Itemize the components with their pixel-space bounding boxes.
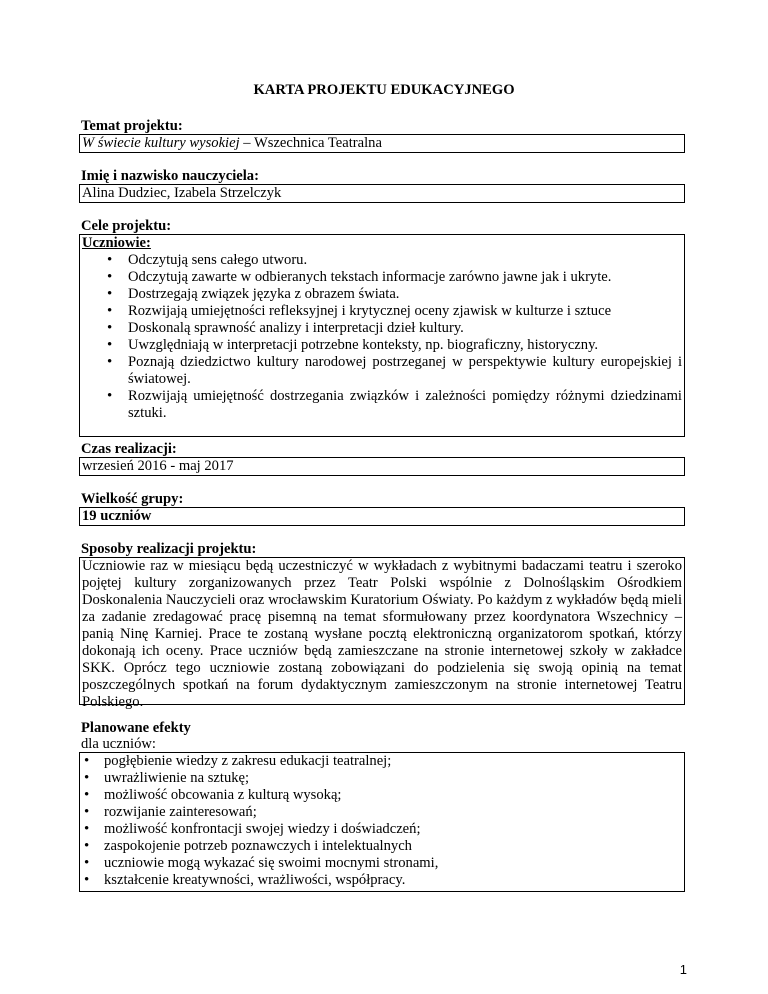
list-item: • Doskonalą sprawność analizy i interpretacji dzieł kultury. [82, 320, 682, 337]
methods-text: Uczniowie raz w miesiącu będą uczestniczyć w wykładach z wybitnymi badaczami teatru i szeroko pojętej kultury zorganizowanych przez Teatr Polski wspólnie z Dolnośląskim Ośrodkiem Doskonalenia Nauczycieli oraz wrocławskim Kuratorium Oświaty. Po każdym z wykładów będą mieli za zadanie zredagować pracę pisemną na temat sformułowany przez koordynatora Wszechnicy – panią Ninę Karniej. Prace te zostaną wysłane pocztą elektroniczną organizatorom spotkań, którzy dokonają ich oceny. Prace uczniów będą zamieszczane na stronie internetowej szkoły w zakładce SKK. Oprócz tego uczniowie zostaną zobowiązani do podzielenia się swoją opinią na temat poszczególnych spotkań na forum dydaktycznym zamieszczonym na stronie internetowej Teatru Polskiego. [82, 558, 682, 710]
list-item: • Dostrzegają związek języka z obrazem świata. [82, 286, 682, 303]
topic-box [79, 134, 685, 153]
list-item: • rozwijanie zainteresowań; [80, 804, 682, 821]
effects-sublabel: dla uczniów: [81, 736, 156, 752]
list-item: • uwrażliwienie na sztukę; [80, 770, 682, 787]
methods-label: Sposoby realizacji projektu: [81, 541, 257, 557]
time-label: Czas realizacji: [81, 441, 177, 457]
goals-list [82, 252, 682, 422]
list-item: • możliwość konfrontacji swojej wiedzy i doświadczeń; [80, 821, 682, 838]
time-box [79, 457, 685, 476]
group-box [79, 507, 685, 526]
teacher-value: Alina Dudziec, Izabela Strzelczyk [82, 185, 282, 201]
list-item: • Rozwijają umiejętności refleksyjnej i krytycznej oceny zjawisk w kulturze i sztuce [82, 303, 682, 320]
list-item: • kształcenie kreatywności, wrażliwości, współpracy. [80, 872, 682, 889]
teacher-label: Imię i nazwisko nauczyciela: [81, 168, 259, 184]
topic-italic: W świecie kultury wysokiej [82, 135, 240, 151]
methods-box [79, 557, 685, 710]
effects-label: Planowane efekty [81, 720, 191, 736]
effects-box [79, 752, 685, 892]
group-label: Wielkość grupy: [81, 491, 184, 507]
list-item: • pogłębienie wiedzy z zakresu edukacji teatralnej; [80, 753, 682, 770]
goals-box [79, 234, 685, 437]
effects-list [80, 753, 682, 889]
list-item: • Odczytują zawarte w odbieranych tekstach informacje zarówno jawne jak i ukryte. [82, 269, 682, 286]
list-item: • Poznają dziedzictwo kultury narodowej postrzeganej w perspektywie kultury europejskiej i światowej. [82, 354, 682, 388]
list-item: • uczniowie mogą wykazać się swoimi mocnymi stronami, [80, 855, 682, 872]
topic-label: Temat projektu: [81, 118, 183, 134]
document-title: KARTA PROJEKTU EDUKACYJNEGO [253, 82, 515, 98]
page-number: 1 [679, 962, 687, 977]
time-value: wrzesień 2016 - maj 2017 [82, 458, 234, 474]
group-value: 19 uczniów [82, 508, 152, 524]
list-item: • możliwość obcowania z kulturą wysoką; [80, 787, 682, 804]
list-item: • zaspokojenie potrzeb poznawczych i intelektualnych [80, 838, 682, 855]
topic-rest: – Wszechnica Teatralna [239, 135, 382, 151]
list-item: • Uwzględniają w interpretacji potrzebne konteksty, np. biograficzny, historyczny. [82, 337, 682, 354]
goals-sublabel: Uczniowie: [82, 235, 151, 251]
list-item: • Odczytują sens całego utworu. [82, 252, 682, 269]
list-item: • Rozwijają umiejętność dostrzegania związków i zależności pomiędzy różnymi dziedzinami sztuki. [82, 388, 682, 422]
goals-label: Cele projektu: [81, 218, 172, 234]
teacher-box [79, 184, 685, 203]
